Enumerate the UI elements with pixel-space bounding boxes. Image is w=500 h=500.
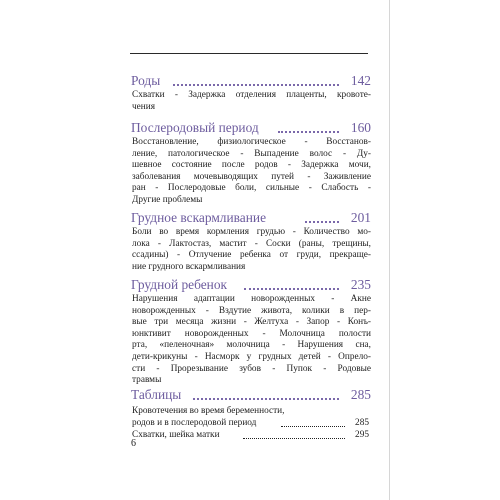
table-entry-first-line — [131, 405, 371, 417]
dot-leader — [278, 131, 339, 133]
subtopic-line: ние грудного вскармливания — [132, 261, 246, 272]
dot-leader — [173, 84, 339, 86]
subtopic-line: вые три месяца жизни - Желтуха - Запор - Конъ- — [132, 317, 371, 328]
toc-section-infant — [131, 277, 371, 387]
top-rule — [130, 53, 368, 54]
subtopic-line: травмы — [132, 375, 162, 386]
subtopic-line: заболевания мочевыводящих путей - Заживление — [132, 171, 371, 182]
subtopic-line: рта, «пеленочная» молочница - Нарушения сна, — [132, 340, 371, 351]
toc-subtopics — [131, 137, 371, 207]
page-edge — [389, 0, 390, 500]
toc-heading-page: 201 — [350, 210, 371, 225]
table-entry[interactable] — [131, 429, 371, 441]
subtopic-line: новорожденных - Вздутие живота, колики в пер- — [132, 305, 371, 316]
toc-heading-title: Грудной ребенок — [131, 277, 228, 292]
toc-heading-page: 160 — [350, 120, 371, 135]
subtopic-line: шевное состояние после родов - Задержка мочи, — [132, 160, 371, 171]
toc-heading-page: 285 — [350, 387, 371, 402]
toc-subtopics — [131, 227, 371, 273]
subtopic-line: юнктивит новорожденных - Молочница полости — [132, 328, 371, 339]
table-entry[interactable] — [131, 417, 371, 429]
toc-heading[interactable] — [131, 277, 371, 294]
subtopic-line: Боли во время кормления грудью - Количество мо- — [132, 227, 371, 237]
toc-section-tables — [131, 387, 371, 441]
toc-section-birth — [131, 73, 371, 113]
toc-heading[interactable] — [131, 387, 371, 404]
subtopic-line: ление, патологическое - Выпадение волос - Ду- — [132, 148, 371, 159]
toc-heading-title: Таблицы — [131, 387, 182, 402]
toc-heading-title: Грудное вскармливание — [131, 210, 267, 225]
subtopic-line: Другие проблемы — [132, 194, 203, 205]
toc-heading[interactable] — [131, 120, 371, 137]
toc-heading-title: Роды — [131, 73, 161, 88]
toc-subtopics — [131, 90, 371, 113]
subtopic-line: чения — [132, 101, 156, 112]
table-entry-page: 295 — [355, 430, 369, 440]
subtopic-line: Схватки - Задержка отделения плаценты, кровоте- — [132, 90, 371, 100]
dot-leader — [193, 398, 339, 400]
table-entry-page: 285 — [355, 418, 369, 428]
subtopic-line: сти - Прорезывание зубов - Пупок - Родовые — [132, 363, 371, 374]
subtopic-line: лока - Лактостаз, мастит - Соски (раны, трещины, — [132, 238, 371, 249]
subtopic-line: Нарушения адаптации новорожденных - Акне — [132, 294, 371, 304]
toc-section-postpartum — [131, 120, 371, 207]
dot-leader — [244, 288, 339, 290]
toc-section-breastfeeding — [131, 210, 371, 273]
dot-leader — [243, 438, 345, 439]
table-entry-title: Кровотечения во время беременности, — [132, 406, 285, 416]
subtopic-line: ссадины) - Отлучение ребенка от груди, прекраще- — [132, 250, 371, 261]
dot-leader — [281, 426, 345, 427]
dot-leader — [305, 221, 339, 223]
toc-heading-page: 235 — [350, 277, 371, 292]
subtopic-line: дети-крикуны - Насморк у грудных детей - Опрело- — [132, 351, 371, 362]
table-entry-title: Схватки, шейка матки — [132, 430, 220, 440]
toc-subtopics — [131, 294, 371, 387]
subtopic-line: Восстановление, физиологическое - Восстанов- — [132, 137, 371, 147]
subtopic-line: ран - Послеродовые боли, сильные - Слабость - — [132, 183, 371, 194]
page-number: 6 — [131, 438, 136, 449]
toc-heading[interactable] — [131, 210, 371, 227]
toc-heading-title: Послеродовый период — [131, 120, 259, 135]
toc-heading[interactable] — [131, 73, 371, 90]
toc-heading-page: 142 — [350, 73, 371, 88]
table-entry-title: родов и в послеродовой период — [132, 418, 257, 428]
